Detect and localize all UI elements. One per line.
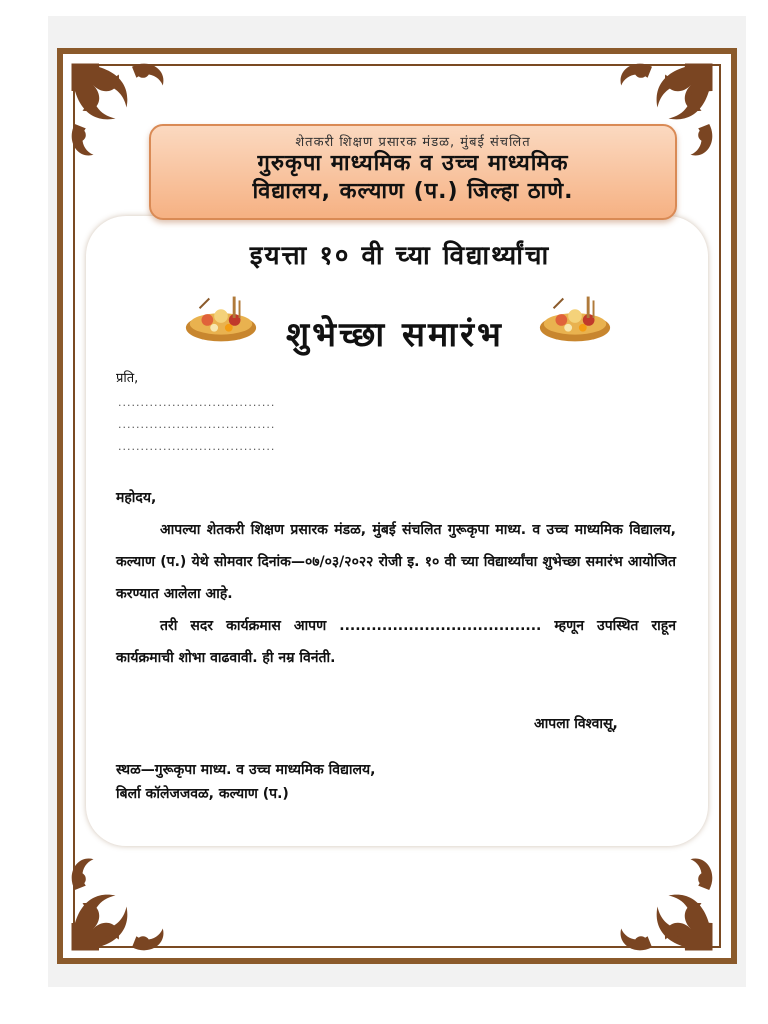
recipient-line: ................................... (118, 418, 276, 431)
request-paragraph: तरी सदर कार्यक्रमास आपण ...................................... म्हणून उपस्थित राहून कार्यक्रमाची शोभा वाढवावी. ही नम्र विनंती. (116, 618, 676, 666)
recipient-line: ................................... (118, 396, 276, 409)
event-title: शुभेच्छा समारंभ (286, 315, 504, 355)
school-name-line2: विद्यालय, कल्याण (प.) जिल्हा ठाणे. (252, 179, 574, 204)
corner-ornament-icon (608, 846, 718, 956)
venue-line2: बिर्ला कॉलेजजवळ, कल्याण (प.) (116, 786, 289, 802)
trust-name: शेतकरी शिक्षण प्रसारक मंडळ, मुंबई संचलित (295, 135, 531, 150)
corner-ornament-icon (66, 846, 176, 956)
recipient-line: ................................... (118, 440, 276, 453)
salutation: महोदय, (116, 490, 157, 506)
school-banner (149, 124, 677, 220)
invitation-paragraph: आपल्या शेतकरी शिक्षण प्रसारक मंडळ, मुंबई संचलित गुरूकृपा माध्य. व उच्च माध्यमिक विद्यालय, कल्याण (प.) येथे सोमवार दिनांक—०७/०३/२०२२ रोजी इ. १० वी च्या विद्यार्थ्यांचा शुभेच्छा समारंभ आयोजित करण्यात आलेला आहे. (116, 522, 676, 602)
school-name-line1: गुरुकृपा माध्यमिक व उच्च माध्यमिक (257, 151, 569, 176)
letter-body (116, 482, 676, 674)
puja-thali-icon (536, 290, 614, 346)
venue-line1: स्थळ—गुरूकृपा माध्य. व उच्च माध्यमिक विद्यालय, (116, 762, 376, 778)
closing: आपला विश्वासू, (534, 716, 618, 732)
venue (116, 758, 375, 806)
puja-thali-icon (182, 290, 260, 346)
grade-heading: इयत्ता १० वी च्या विद्यार्थ्यांचा (249, 241, 551, 271)
recipient-label: प्रति, (116, 371, 139, 386)
